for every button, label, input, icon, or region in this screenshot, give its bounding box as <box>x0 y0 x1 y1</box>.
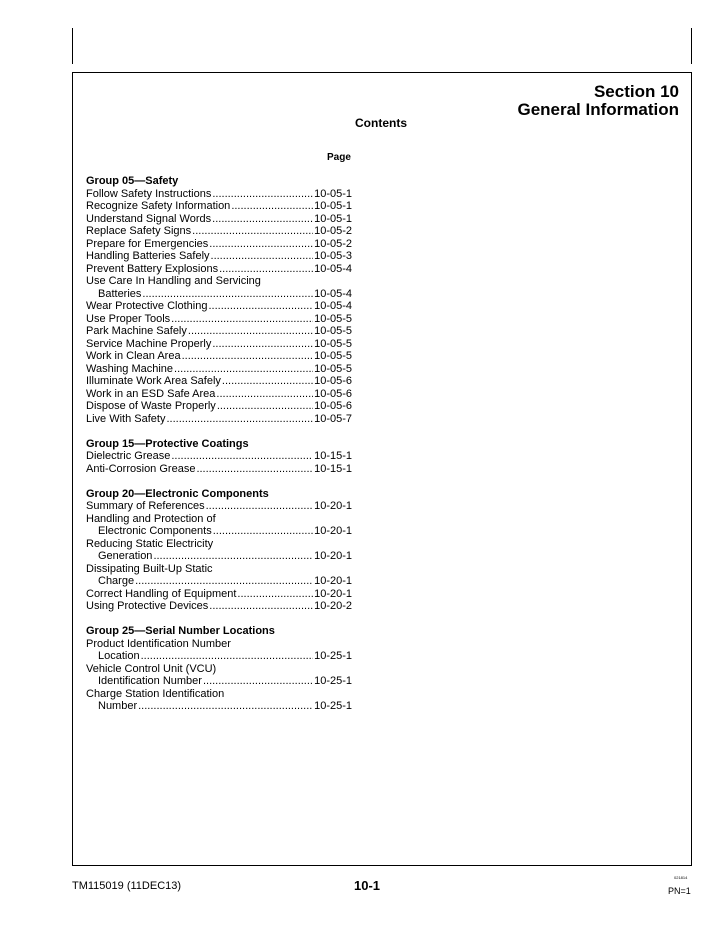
dot-leader <box>166 413 313 426</box>
toc-entry-title: Replace Safety Signs <box>86 225 192 237</box>
dot-leader <box>135 575 313 588</box>
toc-entry-title: Summary of References <box>86 500 205 512</box>
toc-entry-page: 10-25-1 <box>314 650 352 662</box>
toc-entry-title: Generation <box>98 550 153 562</box>
toc-entry-page: 10-05-1 <box>314 212 352 225</box>
toc-entry[interactable] <box>86 400 352 413</box>
toc-entry[interactable] <box>86 288 352 301</box>
toc-entry-page: 10-20-1 <box>314 500 352 512</box>
toc-entry-page: 10-05-7 <box>314 412 352 425</box>
toc-entry[interactable] <box>86 213 352 226</box>
toc-group <box>86 625 352 713</box>
toc-entry[interactable] <box>86 250 352 263</box>
dot-leader <box>209 600 313 613</box>
toc-entry[interactable] <box>86 388 352 401</box>
toc-group <box>86 488 352 613</box>
toc-entry-title: Use Proper Tools <box>86 312 171 325</box>
dot-leader <box>203 675 313 688</box>
toc-entry-title: Using Protective Devices <box>86 600 209 612</box>
toc-entry[interactable] <box>86 350 352 363</box>
toc-entry[interactable] <box>86 413 352 426</box>
dot-leader <box>217 400 313 413</box>
section-title: General Information <box>517 100 679 119</box>
toc-entry-title: Prevent Battery Explosions <box>86 262 219 275</box>
toc-entry-title: Park Machine Safely <box>86 325 187 337</box>
toc-entry-page: 10-20-2 <box>314 600 352 612</box>
dot-leader <box>216 388 313 401</box>
toc-entry-title: Correct Handling of Equipment <box>86 587 237 600</box>
dot-leader <box>219 263 313 276</box>
toc-entry-page: 10-05-4 <box>314 287 352 300</box>
dot-leader <box>231 200 313 213</box>
dot-leader <box>211 250 313 263</box>
toc-group <box>86 175 352 425</box>
group-title: Group 05—Safety <box>86 175 179 187</box>
toc-entry-page: 10-05-4 <box>314 262 352 275</box>
toc-entry[interactable] <box>86 225 352 238</box>
toc-entry-page: 10-20-1 <box>314 550 352 562</box>
toc-entry-page: 10-25-1 <box>314 700 352 712</box>
group-title: Group 25—Serial Number Locations <box>86 625 275 637</box>
toc-entry-title: Batteries <box>98 287 142 300</box>
dot-leader <box>212 188 313 201</box>
section-number: Section 10 <box>593 82 679 101</box>
page-frame <box>72 72 692 866</box>
dot-leader <box>196 463 313 476</box>
toc-entry[interactable] <box>86 200 352 213</box>
print-code: 021814 <box>674 875 688 880</box>
toc-entry-page: 10-20-1 <box>314 525 352 537</box>
toc-entry-page: 10-05-1 <box>314 187 352 200</box>
toc-entry-page: 10-05-6 <box>314 387 352 400</box>
dot-leader <box>222 375 313 388</box>
toc-entry-title: Service Machine Properly <box>86 337 212 350</box>
toc-entry[interactable] <box>86 463 352 476</box>
toc-entry[interactable] <box>86 263 352 276</box>
toc-entry[interactable] <box>86 325 352 338</box>
toc-entry-page: 10-05-5 <box>314 350 352 362</box>
toc-entry-title[interactable]: Handling and Protection of <box>86 512 216 525</box>
dot-leader <box>192 225 313 238</box>
dot-leader <box>188 325 313 338</box>
dot-leader <box>206 500 313 513</box>
toc-entry-page: 10-05-1 <box>314 200 352 212</box>
toc-entry-page: 10-05-5 <box>314 312 352 325</box>
toc-entry-title: Wear Protective Clothing <box>86 300 208 312</box>
toc-entry-page: 10-15-1 <box>314 450 352 462</box>
toc-entry[interactable] <box>86 700 352 713</box>
toc-entry[interactable] <box>86 313 352 326</box>
toc-entry[interactable] <box>86 588 352 601</box>
dot-leader <box>141 650 313 663</box>
toc-entry-title: Location <box>98 650 140 662</box>
toc-entry-page: 10-25-1 <box>314 675 352 687</box>
dot-leader <box>212 338 313 351</box>
toc-entry-page: 10-15-1 <box>314 462 352 475</box>
toc-entry-title: Washing Machine <box>86 362 174 375</box>
toc-entry-page: 10-05-2 <box>314 237 352 250</box>
toc-entry-title: Dispose of Waste Properly <box>86 400 216 412</box>
toc-entry-title: Live With Safety <box>86 412 166 425</box>
toc-entry-title[interactable]: Use Care In Handling and Servicing <box>86 275 261 287</box>
dot-leader <box>138 700 313 713</box>
dot-leader <box>213 525 313 538</box>
toc-entry-page: 10-05-3 <box>314 250 352 262</box>
toc-entry-title: Illuminate Work Area Safely <box>86 375 221 387</box>
toc-entry[interactable] <box>86 525 352 538</box>
toc-entry-page: 10-05-4 <box>314 300 352 312</box>
toc-entry[interactable] <box>86 188 352 201</box>
table-of-contents <box>86 175 352 725</box>
toc-entry-title: Identification Number <box>98 675 202 687</box>
toc-entry[interactable] <box>86 300 352 313</box>
page-number: 10-1 <box>354 878 381 893</box>
toc-entry-title[interactable]: Charge Station Identification <box>86 687 225 700</box>
toc-entry-page: 10-05-6 <box>314 400 352 412</box>
toc-entry-page: 10-05-6 <box>314 375 352 387</box>
page-column-label: Page <box>327 152 351 163</box>
toc-entry-title: Work in Clean Area <box>86 350 181 362</box>
toc-entry-title[interactable]: Vehicle Control Unit (VCU) <box>86 662 217 675</box>
toc-entry-page: 10-05-5 <box>314 337 352 350</box>
dot-leader <box>142 288 313 301</box>
group-title: Group 20—Electronic Components <box>86 487 269 500</box>
toc-entry-title[interactable]: Dissipating Built-Up Static <box>86 562 213 575</box>
toc-entry-title[interactable]: Reducing Static Electricity <box>86 537 214 550</box>
toc-entry-title: Anti-Corrosion Grease <box>86 462 196 475</box>
toc-entry-title: Number <box>98 700 138 712</box>
toc-entry-page: 10-20-1 <box>314 575 352 587</box>
toc-entry[interactable] <box>86 338 352 351</box>
toc-entry[interactable] <box>86 575 352 588</box>
dot-leader <box>171 450 313 463</box>
toc-entry-page: 10-05-5 <box>314 325 352 337</box>
toc-entry-title: Handling Batteries Safely <box>86 250 210 262</box>
toc-entry[interactable] <box>86 450 352 463</box>
toc-entry-page: 10-20-1 <box>314 587 352 600</box>
toc-entry-title: Prepare for Emergencies <box>86 237 209 250</box>
toc-entry-title: Understand Signal Words <box>86 212 212 225</box>
dot-leader <box>153 550 313 563</box>
toc-entry[interactable] <box>86 238 352 251</box>
toc-entry[interactable] <box>86 375 352 388</box>
toc-entry-title: Charge <box>98 575 135 587</box>
document-id: TM115019 (11DEC13) <box>72 880 182 892</box>
toc-entry[interactable] <box>86 600 352 613</box>
dot-leader <box>212 213 313 226</box>
toc-entry[interactable] <box>86 500 352 513</box>
dot-leader <box>182 350 313 363</box>
dot-leader <box>208 300 313 313</box>
top-page-frame <box>72 28 692 64</box>
toc-entry[interactable] <box>86 650 352 663</box>
toc-entry-title: Work in an ESD Safe Area <box>86 387 216 400</box>
toc-entry-title: Recognize Safety Information <box>86 200 231 212</box>
toc-entry-title: Dielectric Grease <box>86 450 171 462</box>
toc-entry-title: Electronic Components <box>98 525 212 537</box>
toc-entry-title: Follow Safety Instructions <box>86 187 212 200</box>
toc-entry[interactable] <box>86 675 352 688</box>
toc-entry[interactable] <box>86 363 352 376</box>
group-title: Group 15—Protective Coatings <box>86 437 249 450</box>
dot-leader <box>174 363 313 376</box>
toc-entry-page: 10-05-2 <box>314 225 352 237</box>
dot-leader <box>171 313 313 326</box>
contents-title: Contents <box>355 116 407 130</box>
toc-entry[interactable] <box>86 550 352 563</box>
toc-group <box>86 438 352 476</box>
dot-leader <box>209 238 313 251</box>
toc-entry-title[interactable]: Product Identification Number <box>86 637 231 650</box>
pn-label: PN=1 <box>668 886 691 896</box>
toc-entry-page: 10-05-5 <box>314 362 352 375</box>
section-heading <box>517 83 679 119</box>
dot-leader <box>237 588 313 601</box>
